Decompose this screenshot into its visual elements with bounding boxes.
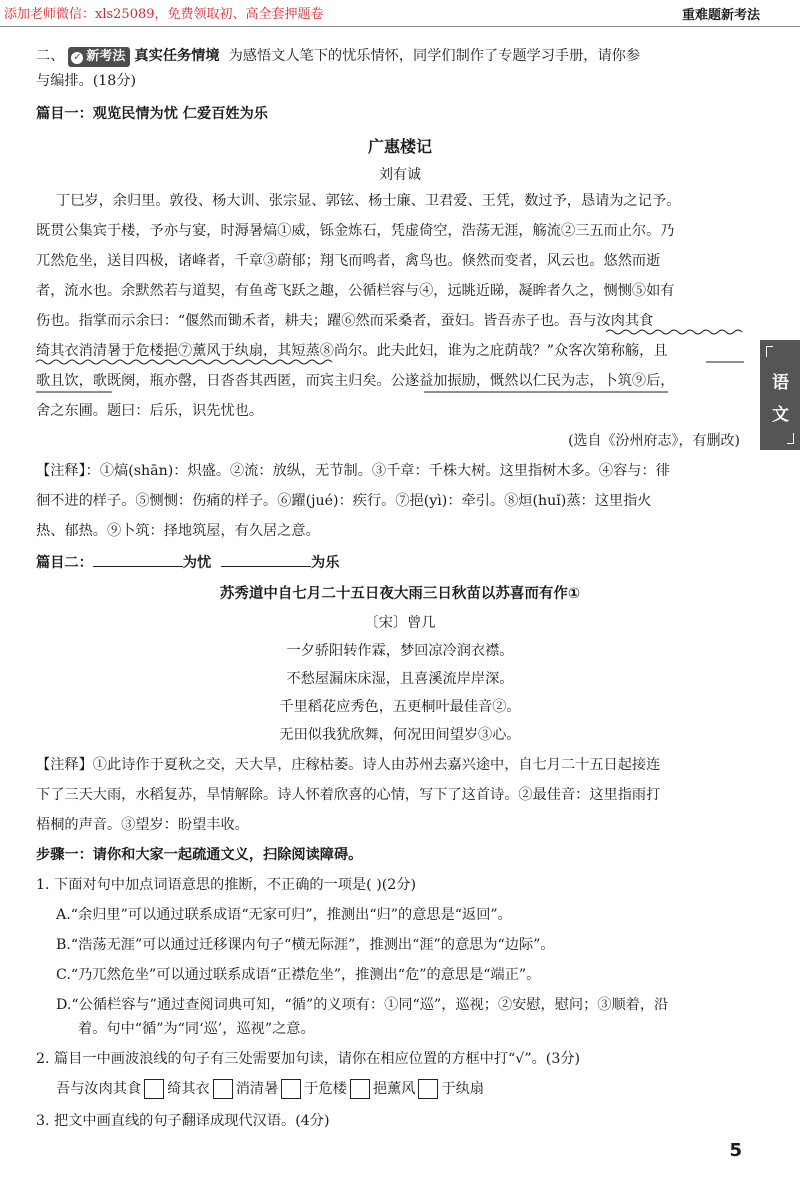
checkbox[interactable] xyxy=(144,1079,164,1099)
q1-option-cont: 着。句中“循”为“同‘巡’，巡视”之意。 xyxy=(78,1021,315,1037)
q2-segment: 吾与汝肉其食 xyxy=(56,1081,142,1097)
q1-option[interactable]: A.“余归里”可以通过联系成语“无家可归”，推测出“归”的意思是“返回”。 xyxy=(56,907,512,923)
badge-label: 新考法 xyxy=(86,49,126,64)
subject-side-tab xyxy=(760,340,800,450)
section-prefix: 二、 xyxy=(36,48,65,64)
section-intro-cont: 与编排。(18分) xyxy=(36,73,137,89)
q1-stem: 1. 下面对句中加点词语意思的推断，不正确的一项是( )(2分) xyxy=(36,877,417,893)
poem-line: 无田似我犹欣舞，何况田间望岁③心。 xyxy=(279,727,521,743)
side-tab-char: 语 xyxy=(772,373,789,393)
poem-line: 千里稻花应秀色，五更桐叶最佳音②。 xyxy=(279,699,521,715)
answer-blank[interactable] xyxy=(93,552,183,567)
part1-author: 刘有诚 xyxy=(379,167,421,183)
part1-note: 【注释】：①熇(shān)：炽盛。②流：放纵，无节制。③千章：千株大树。这里指树木多。④容与：徘 xyxy=(36,463,670,479)
part1-line: 兀然危坐，送目四极，诸峰者，千章③蔚郁；翔飞而鸣者，禽鸟也。倏然而变者，风云也。悠然而逝 xyxy=(36,253,661,269)
checkbox[interactable] xyxy=(418,1079,438,1099)
checkbox[interactable] xyxy=(350,1079,370,1099)
part2-title: 苏秀道中自七月二十五日夜大雨三日秋苗以苏喜而有作① xyxy=(219,586,581,602)
wavy-underline xyxy=(606,330,742,334)
q3-stem: 3. 把文中画直线的句子翻译成现代汉语。(4分) xyxy=(36,1113,330,1129)
part1-line: 绮其衣消清暑于危楼挹⑦薰风于纨扇，其短蒸⑧尚尔。此夫此妇，谁为之庇荫哉？”众客次第称觞，且 xyxy=(36,343,668,359)
poem-line: 一夕骄阳转作霖，梦回凉冷润衣襟。 xyxy=(286,643,514,659)
q2-segment: 消清暑 xyxy=(235,1081,279,1097)
page-number: 5 xyxy=(729,1140,742,1161)
q1-option[interactable]: C.“乃兀然危坐”可以通过联系成语“正襟危坐”，推测出“危”的意思是“端正”。 xyxy=(56,967,541,983)
part1-line: 伤也。指掌而示余曰：“偃然而锄禾者，耕夫；躍⑥然而采桑者，蚕妇。皆吾赤子也。吾与汝肉其食 xyxy=(36,313,654,329)
part1-title: 广惠楼记 xyxy=(367,137,432,156)
answer-blank[interactable] xyxy=(221,552,311,567)
part1-line: 既贯公集宾于楼，予亦与宴，时溽暑熇①威，铄金炼石，凭虚倚空，浩荡无涯，觞流②三五而止尔。乃 xyxy=(36,223,675,239)
part1-label: 篇目一：观览民情为忧 仁爱百姓为乐 xyxy=(36,106,268,122)
q2-segments xyxy=(56,1078,744,1100)
step1-heading: 步骤一：请你和大家一起疏通文义，扫除阅读障碍。 xyxy=(36,847,363,863)
part1-source: (选自《汾州府志》，有删改) xyxy=(568,433,740,449)
part2-note: 【注释】①此诗作于夏秋之交，天大旱，庄稼枯萎。诗人由苏州去嘉兴途中，自七月二十五日起接连 xyxy=(36,757,661,773)
part2-note: 梧桐的声音。③望岁：盼望丰收。 xyxy=(36,817,249,833)
part2-note: 下了三天大雨，水稻复苏，旱情解除。诗人怀着欣喜的心情，写下了这首诗。②最佳音：这里指雨打 xyxy=(36,787,661,803)
part2-author: 〔宋〕曾几 xyxy=(364,615,436,631)
header-title: 重难题新考法 xyxy=(681,8,760,23)
q1-option[interactable]: B.“浩荡无涯”可以通过迁移课内句子“横无际涯”，推测出“涯”的意思为“边际”。 xyxy=(56,937,555,953)
q1-option[interactable]: D.“公循栏容与”通过查阅词典可知，“循”的义项有：①同“巡”，巡视；②安慰，慰问；③顺着，沿 xyxy=(56,997,669,1013)
part2-label xyxy=(36,552,744,572)
part1-line: 舍之东圃。题曰：后乐，识先忧也。 xyxy=(36,403,264,419)
section-heading: 真实任务情境 xyxy=(134,48,220,64)
part2-label-worry: 为忧 xyxy=(182,555,212,571)
part1-line: 歌且饮，歌既阕，瓶亦罄，日沓沓其西匿，而宾主归矣。公遂益加振励，慨然以仁民为志，卜筑⑨后， xyxy=(36,373,675,389)
poem-line: 不愁屋漏床床湿，且喜溪流岸岸深。 xyxy=(286,671,514,687)
check-icon: ✓ xyxy=(73,52,82,63)
part1-note: 徊不进的样子。⑤恻恻：伤痛的样子。⑥躍(jué)：疾行。⑦挹(yì)：牵引。⑧烜(huǐ)蒸：这里指火 xyxy=(36,493,652,509)
side-tab-char: 文 xyxy=(772,405,789,425)
q2-segment: 挹薰风 xyxy=(372,1081,416,1097)
bracket-icon xyxy=(787,433,794,444)
part1-line: 者，流水也。余默然若与道契，有鱼鸢飞跃之趣，公循栏容与④，远眺近睇，凝眸者久之，恻恻⑤如有 xyxy=(36,283,675,299)
q2-stem: 2. 篇目一中画波浪线的句子有三处需要加句读，请你在相应位置的方框中打“√”。(3分) xyxy=(36,1051,581,1067)
q2-segment: 于纨扇 xyxy=(441,1081,485,1097)
checkbox[interactable] xyxy=(281,1079,301,1099)
part1-note: 热、郁热。⑨卜筑：择地筑屋，有久居之意。 xyxy=(36,523,320,539)
q2-segment: 绮其衣 xyxy=(167,1081,210,1097)
checkbox[interactable] xyxy=(213,1079,233,1099)
watermark-text: 添加老师微信：xls25089，免费领取初、高全套押题卷 xyxy=(4,7,324,22)
part2-label-prefix: 篇目二： xyxy=(36,555,93,571)
part1-line: 丁巳岁，余归里。敦役、杨大训、张宗显、郭铉、杨士廉、卫君爱、王凭，数过予，恳请为之记予。 xyxy=(56,193,681,209)
bracket-icon xyxy=(766,346,773,357)
wavy-underline xyxy=(36,360,332,364)
part2-label-joy: 为乐 xyxy=(311,555,340,571)
section-intro-text: 为感悟文人笔下的忧乐情怀，同学们制作了专题学习手册，请你参 xyxy=(228,48,641,64)
q2-segment: 于危楼 xyxy=(304,1081,347,1097)
